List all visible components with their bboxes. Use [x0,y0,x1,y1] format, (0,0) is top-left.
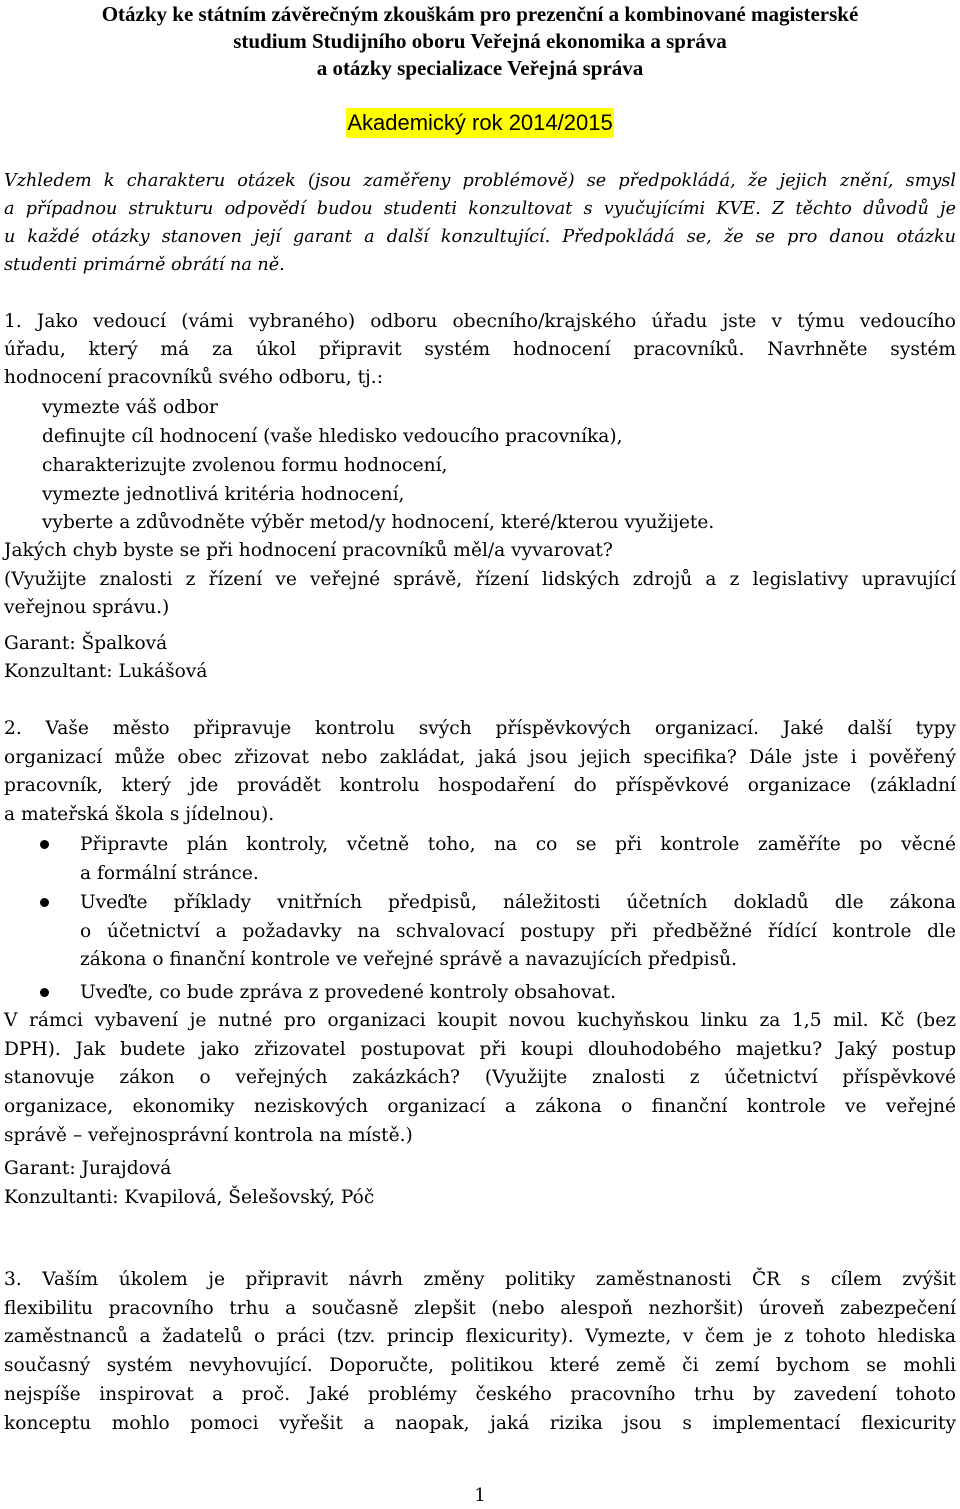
q1-line: 1. Jako vedoucí (vámi vybraného) odboru obecního/krajského úřadu jste v týmu vedoucího [4,311,956,332]
q2-after-line: DPH). Jak budete jako zřizovatel postupovat při koupi dlouhodobého majetku? Jaký postup [4,1039,956,1060]
q2-bullet-line: a formální stránce. [80,863,259,884]
q2-line: pracovník, který jde provádět kontrolu hospodaření do příspěvkové organizace (základní [4,775,956,796]
bullet-icon [40,988,49,997]
bullet-icon [40,898,49,907]
q3-line: 3. Vaším úkolem je připravit návrh změny politiky zaměstnanosti ČR s cílem zvýšit [4,1269,956,1290]
q1-list-item: vymezte jednotlivá kritéria hodnocení, [42,484,405,505]
q2-line: organizací může obec zřizovat nebo zakládat, jaká jsou jejich specifika? Dále jste i pověřený [4,747,956,768]
page-title-line-1: Otázky ke státním závěrečným zkouškám pro prezenční a kombinované magisterské [101,2,859,26]
q2-line: 2. Vaše město připravuje kontrolu svých příspěvkových organizací. Jaké další typy [4,718,956,739]
intro-line: studenti primárně obrátí na ně. [4,255,285,275]
q3-line: flexibilitu pracovního trhu a současně zlepšit (nebo alespoň nezhoršit) úroveň zabezpečení [4,1298,956,1319]
q3-line: nejspíše inspirovat a proč. Jaké problémy českého pracovního trhu by zavedení tohoto [4,1384,956,1405]
q2-line: a mateřská škola s jídelnou). [4,804,275,825]
q1-list-item: vyberte a zdůvodněte výběr metod/y hodnocení, které/kterou využijete. [42,512,715,533]
q2-bullet-line: Uveďte, co bude zpráva z provedené kontroly obsahovat. [80,982,616,1003]
q1-line: hodnocení pracovníků svého odboru, tj.: [4,367,383,388]
q3-line: zaměstnanců a žadatelů o práci (tzv. princip flexicurity). Vymezte, v čem je z tohoto hlediska [4,1326,956,1347]
q2-bullet-line: Uveďte příklady vnitřních předpisů, náležitosti účetních dokladů dle zákona [80,892,956,913]
q2-bullet-line: Připravte plán kontroly, včetně toho, na co se při kontrole zaměříte po věcné [80,834,956,855]
q1-line: úřadu, který má za úkol připravit systém hodnocení pracovníků. Navrhněte systém [4,339,956,360]
q2-garant: Garant: Jurajdová [4,1158,172,1179]
page-title-line-3: a otázky specializace Veřejná správa [316,56,644,80]
q2-after-line: stanovuje zákon o veřejných zakázkách? (Využijte znalosti z účetnictví příspěvkové [4,1067,956,1088]
academic-year-row [0,108,960,138]
intro-line: Vzhledem k charakteru otázek (jsou zaměřeny problémově) se předpokládá, že jejich znění, smysl [4,171,956,191]
q2-konzultant: Konzultanti: Kvapilová, Šelešovský, Póč [4,1187,375,1208]
q1-after-line: Jakých chyb byste se při hodnocení pracovníků měl/a vyvarovat? [4,540,613,561]
q2-after-line: správě – veřejnosprávní kontrola na místě.) [4,1125,413,1146]
page-title-line-2: studium Studijního oboru Veřejná ekonomika a správa [233,29,727,53]
q2-after-line: organizace, ekonomiky neziskových organizací a zákona o finanční kontrole ve veřejné [4,1096,956,1117]
q2-bullet-line: o účetnictví a požadavky na schvalovací postupy při předběžné řídící kontrole dle [80,921,956,942]
q1-list-item: definujte cíl hodnocení (vaše hledisko vedoucího pracovníka), [42,426,623,447]
intro-line: a případnou strukturu odpovědí budou studenti konzultovat s vyučujícími KVE. Z těchto důvodů je [4,199,956,219]
q2-after-line: V rámci vybavení je nutné pro organizaci koupit novou kuchyňskou linku za 1,5 mil. Kč (bez [4,1010,956,1031]
page-number: 1 [474,1485,486,1506]
academic-year-highlight: Akademický rok 2014/2015 [346,108,613,138]
q1-after-line: (Využijte znalosti z řízení ve veřejné správě, řízení lidských zdrojů a z legislativy upravující [4,569,956,590]
q2-bullet-line: zákona o finanční kontrole ve veřejné správě a navazujících předpisů. [80,949,738,970]
q1-after-line: veřejnou správu.) [4,597,170,618]
q3-line: konceptu mohlo pomoci vyřešit a naopak, jaká rizika jsou s implementací flexicurity [4,1413,956,1434]
q1-garant: Garant: Špalková [4,633,168,654]
q1-list-item: vymezte váš odbor [42,397,218,418]
intro-line: u každé otázky stanoven její garant a další konzultující. Předpokládá se, že se pro danou otázku [4,227,956,247]
bullet-icon [40,840,49,849]
q1-list-item: charakterizujte zvolenou formu hodnocení, [42,455,448,476]
q1-konzultant: Konzultant: Lukášová [4,661,208,682]
q3-line: současný systém nevyhovující. Doporučte, politikou které země či zemí bychom se mohli [4,1355,956,1376]
